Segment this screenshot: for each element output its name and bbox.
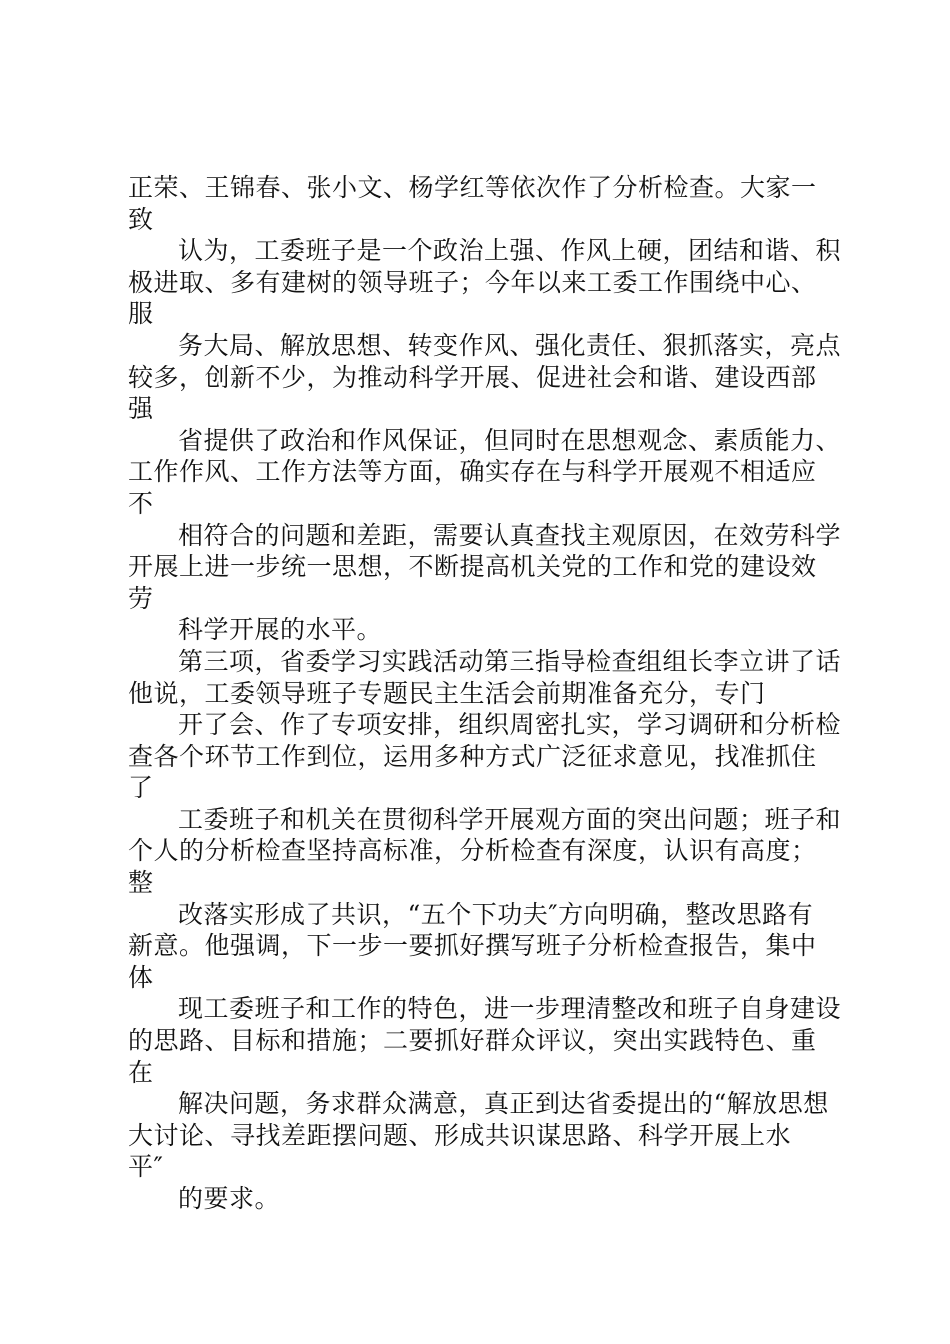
text-line: 开展上进一步统一思想，不断提高机关党的工作和党的建设效: [128, 552, 817, 582]
text-line: 强: [128, 394, 154, 424]
text-line: 体: [128, 962, 154, 992]
text-line: 服: [128, 299, 154, 329]
text-line: 平″: [128, 1152, 164, 1182]
text-line: 第三项，省委学习实践活动第三指导检查组组长李立讲了话: [178, 646, 842, 676]
text-line: 改落实形成了共识，“五个下功夫″方向明确，整改思路有: [178, 899, 814, 929]
text-line: 致: [128, 204, 154, 234]
document-body: [128, 172, 848, 1215]
text-line: 科学开展的水平。: [178, 615, 383, 645]
text-line: 开了会、作了专项安排，组织周密扎实，学习调研和分析检: [178, 710, 842, 740]
text-line: 了: [128, 773, 154, 803]
text-line: 新意。他强调，下一步一要抓好撰写班子分析检查报告，集中: [128, 931, 817, 961]
text-line: 现工委班子和工作的特色，进一步理清整改和班子自身建设: [178, 994, 842, 1024]
text-line: 务大局、解放思想、转变作风、强化责任、狠抓落实，亮点: [178, 330, 842, 360]
text-line: 工作作风、工作方法等方面，确实存在与科学开展观不相适应: [128, 457, 817, 487]
text-line: 极进取、多有建树的领导班子；今年以来工委工作围绕中心、: [128, 267, 817, 297]
text-line: 认为，工委班子是一个政治上强、作风上硬，团结和谐、积: [178, 236, 842, 266]
text-line: 不: [128, 488, 154, 518]
text-line: 查各个环节工作到位，运用多种方式广泛征求意见，找准抓住: [128, 741, 817, 771]
text-line: 他说，工委领导班子专题民主生活会前期准备充分，专门: [128, 678, 766, 708]
text-line: 整: [128, 868, 154, 898]
text-line: 省提供了政治和作风保证，但同时在思想观念、素质能力、: [178, 425, 842, 455]
text-line: 个人的分析检查坚持高标准，分析检查有深度，认识有高度；: [128, 836, 817, 866]
text-line: 相符合的问题和差距，需要认真查找主观原因，在效劳科学: [178, 520, 842, 550]
text-line: 正荣、王锦春、张小文、杨学红等依次作了分析检查。大家一: [128, 173, 817, 202]
text-line: 工委班子和机关在贯彻科学开展观方面的突出问题；班子和: [178, 804, 842, 834]
text-line: 的思路、目标和措施；二要抓好群众评议，突出实践特色、重: [128, 1026, 817, 1056]
text-line: 劳: [128, 583, 154, 613]
text-line: 在: [128, 1057, 154, 1087]
text-line: 大讨论、寻找差距摆问题、形成共识谋思路、科学开展上水: [128, 1120, 792, 1150]
text-line: 解决问题，务求群众满意，真正到达省委提出的“解放思想: [178, 1089, 829, 1119]
text-line: 较多，创新不少，为推动科学开展、促进社会和谐、建设西部: [128, 362, 817, 392]
text-line: 的要求。: [178, 1184, 281, 1213]
